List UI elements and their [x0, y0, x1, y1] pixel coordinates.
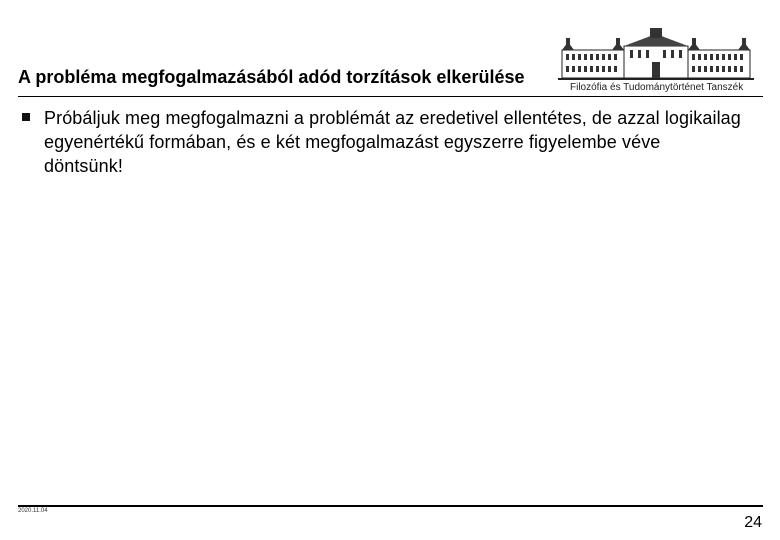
bullet-text: Próbáljuk meg megfogalmazni a problémát az eredetivel ellentétes, de azzal logikailag egyenértékű formában, és e két megfogalmazást egyszerre figyelembe véve döntsünk! [44, 108, 741, 176]
footer-date: 2020.11.04 [18, 508, 48, 514]
square-bullet-icon [22, 113, 30, 121]
title-divider [18, 96, 763, 97]
department-logo [558, 28, 754, 96]
page-number: 24 [744, 514, 762, 531]
bullet-item [22, 106, 742, 178]
footer-divider [18, 505, 763, 507]
university-building-icon [558, 28, 754, 84]
logo-caption: Filozófia és Tudománytörténet Tanszék [570, 82, 744, 93]
slide-title: A probléma megfogalmazásából adód torzítások elkerülése [18, 67, 525, 87]
